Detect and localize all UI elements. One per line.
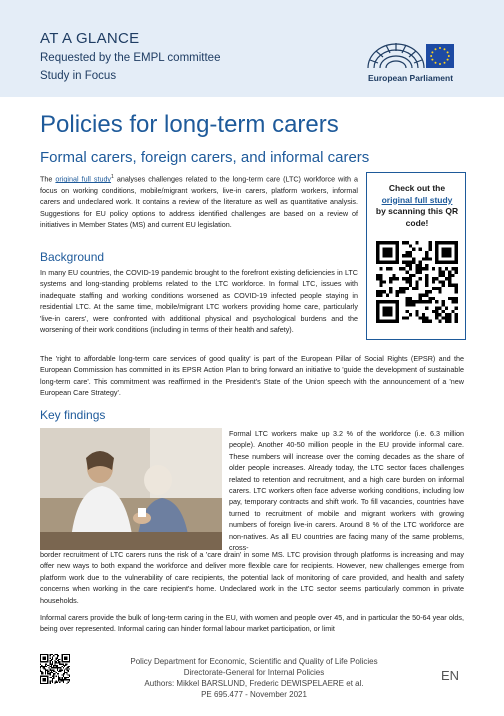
footer-qr-code-icon[interactable] [40, 654, 70, 684]
header-band [0, 0, 504, 97]
study-in-focus-label: Study in Focus [40, 70, 117, 82]
at-a-glance-label: AT A GLANCE [40, 30, 140, 47]
background-paragraph: In many EU countries, the COVID-19 pandemic brought to the forefront existing deficiencies in LTC systems and long-standing problems related to the LTC workforce. In formal LTC, issues with inadequate staffing and working conditions worsened as COVID-19 infected people staying in residential LTC. At the same time, mobile/migrant LTC workers providing home care, particularly 'live-in carers', were confronted with additional physical and psychological burdens and the worsening of their work conditions (including in terms of their health and safety). [40, 268, 358, 335]
intro-text: analyses challenges related to the long-term care (LTC) workforce with a focus on working conditions, mobile/migrant workers, live-in carers, platform workers, informal carers and undeclared work. It contains a review of the literature as well as quantitative analysis. Suggestions for EU policy options to address identified challenges are based on a review of initiatives in Member States (MS) and current EU legislation. [40, 174, 358, 230]
qr-original-study-link[interactable]: original full study [381, 194, 453, 205]
requested-by-label: Requested by the EMPL committee [40, 52, 221, 64]
european-parliament-wordmark: European Parliament [368, 73, 454, 83]
original-full-study-link[interactable]: original full study [55, 174, 112, 184]
key-findings-heading: Key findings [40, 408, 106, 422]
qr-callout-line1: Check out the [388, 183, 446, 193]
care-worker-photo [40, 428, 222, 550]
footer-policy-department: Policy Department for Economic, Scientific and Quality of Life Policies [130, 657, 378, 666]
document-title: Policies for long-term carers [40, 111, 339, 138]
document-subtitle: Formal carers, foreign carers, and informal carers [40, 149, 370, 166]
intro-prefix: The [40, 174, 56, 184]
footer-authors: Authors: Mikkel BARSLUND, Frederic DEWISPELAERE et al. [144, 679, 364, 688]
caregiver-image-icon [40, 428, 222, 550]
qr-code-icon[interactable] [376, 241, 458, 323]
qr-callout-box [366, 172, 466, 340]
footer-directorate: Directorate-General for Internal Policies [183, 668, 325, 677]
key-findings-paragraph-3: Informal carers provide the bulk of long-term caring in the EU, with women and people over 45, and in particular the 50-64 year olds, being over represented. Informal caring can hinder formal labour market participation, or limit [40, 613, 464, 634]
footer-reference: PE 695.477 - November 2021 [201, 690, 307, 699]
language-code: EN [441, 668, 460, 683]
qr-callout-text [371, 183, 463, 229]
key-findings-paragraph-1: Formal LTC workers make up 3.2 % of the workforce (i.e. 6.3 million people). Another 40-50 million people in the EU provide informal care. These numbers will increase over the coming decades as the share of older people increases. Already today, the LTC sector faces challenges related to retention and recruitment, and a high care burden on informal carers. LTC workers often face adverse working conditions, including low pay, temporary contracts and shift work. To fill vacancies, countries have turned to recruitment of mobile and migrant workers with growing numbers of foreign live-in carers. Around 8 % of the LTC workforce are non-natives. As all EU countries are facing many of the same problems, cross- [229, 429, 464, 553]
qr-callout-line3: by scanning this QR code! [375, 206, 459, 228]
background-heading: Background [40, 250, 105, 264]
key-findings-paragraph-2: border recruitment of LTC carers runs the risk of a 'care drain' in some MS. LTC provision through platforms is increasing and may offer new ways to both expand the workforce and deliver more flexible care for recipients. However, new challenges emerge from platform work due to the vulnerability of care recipients, the potential lack of monitoring of care provided, and health and safety concerns when working in the care recipient's home. Undeclared work in the LTC sector seems particularly common in private households. [40, 550, 464, 605]
epsr-paragraph: The 'right to affordable long-term care services of good quality' is part of the European Pillar of Social Rights (EPSR) and the European Commission has committed in its EPSR Action Plan to bring forward an initiative to 'guide the development of sustainable long-term care'. This commitment was reaffirmed in the President's State of the Union speech with the announcement of a 'new European Care Strategy'. [40, 354, 464, 398]
intro-paragraph [40, 172, 358, 230]
footnote-marker: 1 [111, 174, 114, 180]
